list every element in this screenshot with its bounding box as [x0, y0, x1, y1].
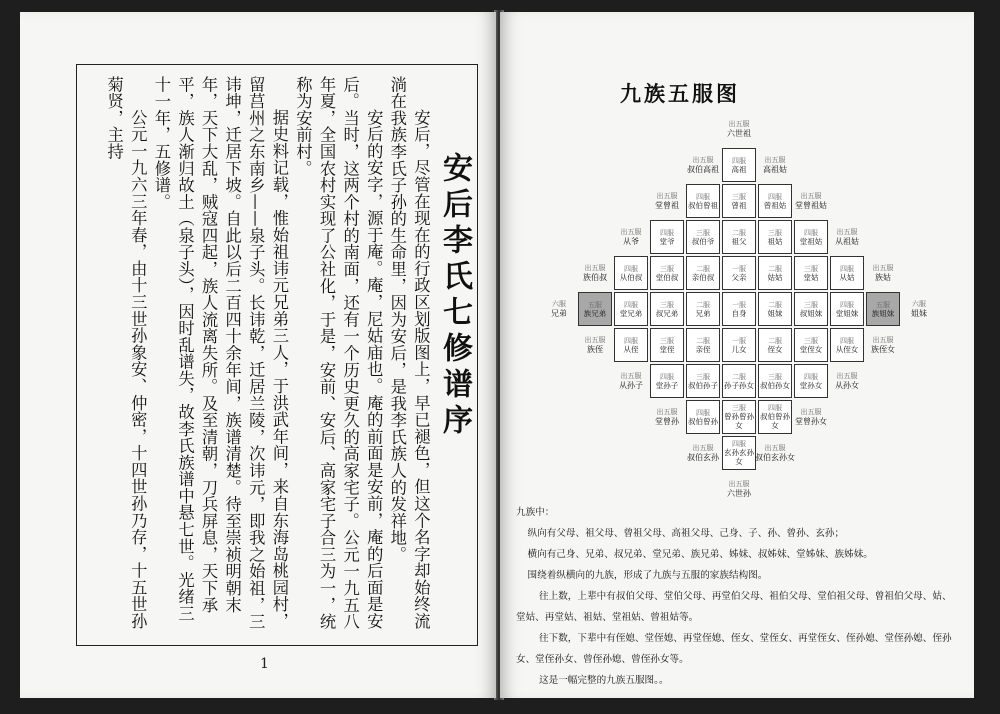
relation-name: 堂姐妹: [835, 308, 859, 318]
relation-name: 族伯叔: [583, 273, 607, 282]
relation-name: 叔伯孙子: [688, 380, 718, 390]
relation-name: 堂侄女: [799, 344, 823, 354]
mourning-grade: 二服: [696, 264, 710, 273]
mourning-grade: 三服: [732, 192, 746, 201]
kinship-outer-label: [711, 479, 767, 499]
relation-name: 自身: [731, 308, 747, 318]
relation-name: 堂孙子: [655, 380, 679, 390]
mourning-grade: 出五服: [584, 336, 606, 344]
mourning-grade: 四服: [840, 336, 854, 345]
kinship-cell: [758, 220, 792, 254]
relation-name: 族兄弟: [583, 308, 607, 318]
mourning-grade: 三服: [660, 300, 674, 309]
diagram-legend: [516, 502, 956, 691]
relation-name: 堂伯叔: [655, 272, 679, 282]
kinship-cell: [722, 184, 756, 218]
relation-name: 父亲: [731, 272, 747, 282]
mourning-grade: 一服: [732, 264, 746, 273]
mourning-grade: 三服: [696, 372, 710, 381]
mourning-grade: 四服: [696, 408, 710, 417]
mourning-grade: 四服: [840, 264, 854, 273]
relation-name: 叔姐妹: [799, 308, 823, 318]
mourning-grade: 六服: [552, 300, 566, 308]
mourning-grade: 出五服: [620, 372, 642, 380]
mourning-grade: 出五服: [800, 192, 822, 200]
mourning-grade: 出五服: [656, 408, 678, 416]
relation-name: 姑姑: [767, 272, 783, 282]
mourning-grade: 三服: [768, 228, 782, 237]
mourning-grade: 一服: [732, 336, 746, 345]
relation-name: 叔伯爷: [691, 236, 715, 246]
mourning-grade: 出五服: [836, 228, 858, 236]
relation-name: 曾孙曾孙女: [724, 412, 754, 430]
mourning-grade: 二服: [696, 336, 710, 345]
mourning-grade: 四服: [804, 372, 818, 381]
kinship-outer-label: [819, 227, 875, 247]
relation-name: 高祖: [731, 164, 747, 174]
relation-name: 叔伯曾孙: [688, 416, 718, 426]
kinship-outer-label: [747, 443, 803, 463]
mourning-grade: 四服: [696, 192, 710, 201]
relation-name: 侄女: [767, 344, 783, 354]
kinship-cell: [794, 328, 828, 362]
relation-name: 从爷: [623, 237, 639, 246]
kinship-cell: [614, 328, 648, 362]
kinship-cell: [722, 220, 756, 254]
mourning-grade: 出五服: [872, 264, 894, 272]
mourning-grade: 四服: [732, 440, 746, 448]
mourning-grade: 四服: [840, 300, 854, 309]
kinship-outer-label: [783, 407, 839, 427]
mourning-grade: 六服: [912, 300, 926, 308]
relation-name: 六世祖: [727, 129, 751, 138]
essay-paragraph: 公元一九六三年春，由十三世孙象安、仲密，十四世孙乃存，十五世孙菊贤，主持: [104, 76, 148, 630]
mourning-grade: 二服: [732, 228, 746, 237]
legend-line: 这是一幅完整的九族五服图。。: [539, 675, 669, 686]
kinship-cell: [650, 292, 684, 326]
mourning-grade: 五服: [876, 300, 890, 309]
relation-name: 曾祖姑: [763, 200, 787, 210]
mourning-grade: 出五服: [836, 372, 858, 380]
kinship-cell: [686, 364, 720, 398]
kinship-cell: [686, 328, 720, 362]
relation-name: 从侄女: [835, 344, 859, 354]
kinship-cell: [758, 256, 792, 290]
kinship-cell: [686, 184, 720, 218]
legend-line: 横向有己身、兄弟、叔兄弟、堂兄弟、族兄弟、姊妹、叔姊妹、堂姊妹、族姊妹。: [527, 549, 873, 560]
kinship-cell: [614, 256, 648, 290]
kinship-cell: [794, 256, 828, 290]
mourning-grade: 四服: [624, 300, 638, 309]
right-page: [500, 12, 974, 698]
relation-name: 高祖姑: [763, 165, 787, 174]
kinship-cell: [578, 292, 612, 326]
relation-name: 堂曾祖: [655, 201, 679, 210]
kinship-cell: [686, 292, 720, 326]
mourning-grade: 二服: [732, 372, 746, 381]
mourning-grade: 三服: [732, 404, 746, 412]
relation-name: 堂祖姑: [799, 236, 823, 246]
kinship-cell: [722, 328, 756, 362]
relation-name: 六世孙: [727, 489, 751, 498]
mourning-grade: 二服: [696, 300, 710, 309]
legend-heading: 九族中：: [516, 507, 555, 518]
page-number: 1: [260, 656, 269, 672]
mourning-grade: 出五服: [692, 156, 714, 164]
legend-line: 纵向有父母、祖父母、曾祖父母、高祖父母、己身、子、孙、曾孙、玄孙；: [527, 528, 845, 539]
relation-name: 儿女: [731, 344, 747, 354]
relation-name: 堂曾孙: [655, 417, 679, 426]
mourning-grade: 三服: [660, 336, 674, 345]
relation-name: 兄弟: [695, 308, 711, 318]
mourning-grade: 三服: [804, 336, 818, 345]
relation-name: 堂侄: [659, 344, 675, 354]
mourning-grade: 出五服: [800, 408, 822, 416]
mourning-grade: 四服: [732, 156, 746, 165]
kinship-cell: [722, 400, 756, 434]
relation-name: 姐妹: [767, 308, 783, 318]
kinship-cell: [686, 220, 720, 254]
left-page: [20, 12, 496, 698]
mourning-grade: 出五服: [656, 192, 678, 200]
kinship-outer-label: [783, 191, 839, 211]
mourning-grade: 出五服: [872, 336, 894, 344]
kinship-cell: [722, 256, 756, 290]
essay-title: 安后李氏七修谱序: [437, 152, 472, 440]
kinship-outer-label: [855, 335, 911, 355]
legend-line: 往上数，上辈中有叔伯父母、堂伯父母、再堂伯父母、祖伯父母、堂伯祖父母、曾祖伯父母、姑、堂姑、再堂姑、祖姑、堂祖姑、曾祖姑等。: [516, 591, 952, 623]
relation-name: 从伯叔: [619, 272, 643, 282]
kinship-outer-label: [855, 263, 911, 283]
relation-name: 亲伯叔: [691, 272, 715, 282]
relation-name: 从姑: [839, 272, 855, 282]
kinship-cell: [650, 328, 684, 362]
kinship-cell: [650, 364, 684, 398]
mourning-grade: 四服: [624, 264, 638, 273]
kinship-cell: [830, 292, 864, 326]
mourning-grade: 出五服: [692, 444, 714, 452]
kinship-cell: [650, 220, 684, 254]
kinship-cell: [614, 292, 648, 326]
relation-name: 从祖姑: [835, 237, 859, 246]
relation-name: 从侄: [623, 344, 639, 354]
mourning-grade: 四服: [804, 228, 818, 237]
mourning-grade: 出五服: [728, 120, 750, 128]
mourning-grade: 四服: [660, 372, 674, 381]
mourning-grade: 三服: [804, 300, 818, 309]
relation-name: 叔伯孙女: [760, 380, 790, 390]
relation-name: 堂孙女: [799, 380, 823, 390]
kinship-outer-label: [747, 155, 803, 175]
relation-name: 姐妹: [911, 309, 927, 318]
relation-name: 祖父: [731, 236, 747, 246]
kinship-outer-label: [819, 371, 875, 391]
mourning-grade: 四服: [660, 228, 674, 237]
relation-name: 堂爷: [659, 236, 675, 246]
essay-paragraph: 安后，尽管在现在的行政区划版图上，早已褪色，但这个名字却始终流淌在我族李氏子孙的生命里，因为安后，是我李氏族人的发祥地。: [387, 76, 431, 630]
relation-name: 曾祖: [731, 200, 747, 210]
mourning-grade: 二服: [768, 264, 782, 273]
relation-name: 堂姑: [803, 272, 819, 282]
mourning-grade: 三服: [768, 372, 782, 381]
relation-name: 堂曾孙女: [795, 417, 827, 426]
legend-line: 围绕着纵横向的九族，形成了九族与五服的家族结构图。: [527, 570, 768, 581]
relation-name: 兄弟: [551, 309, 567, 318]
mourning-grade: 四服: [768, 404, 782, 412]
relation-name: 族姐妹: [871, 308, 895, 318]
mourning-grade: 四服: [768, 192, 782, 201]
legend-line: 往下数，下辈中有侄媳、堂侄媳、再堂侄媳、侄女、堂侄女、再堂侄女、侄孙媳、堂侄孙媳、侄孙女、堂侄孙女、曾侄孙媳、曾侄孙女等。: [516, 633, 952, 665]
essay-body: [80, 76, 472, 636]
mourning-grade: 出五服: [764, 156, 786, 164]
kinship-cell: [758, 364, 792, 398]
mourning-grade: 出五服: [764, 444, 786, 452]
essay-paragraph: 安后的安字，源于庵。庵，尼姑庙也。庵的前面是安前，庵的后面是安后。当时，这两个村的南面，还有一个历史更久的高家宅子。公元一九五八年夏，全国农村实现了公社化，于是，安前、安后、高家宅子合三为一，统称为安前村。: [293, 76, 384, 631]
kinship-cell: [758, 328, 792, 362]
mourning-grade: 一服: [732, 300, 746, 309]
mourning-grade: 出五服: [728, 480, 750, 488]
relation-name: 叔伯玄孙女: [755, 453, 795, 462]
mourning-grade: 四服: [624, 336, 638, 345]
mourning-grade: 三服: [660, 264, 674, 273]
relation-name: 祖姑: [767, 236, 783, 246]
kinship-outer-label: [891, 299, 947, 319]
relation-name: 堂曾祖姑: [795, 201, 827, 210]
mourning-grade: 二服: [768, 300, 782, 309]
relation-name: 从孙子: [619, 381, 643, 390]
mourning-grade: 二服: [768, 336, 782, 345]
mourning-grade: 五服: [588, 300, 602, 309]
essay-paragraph: 据史料记载，惟始祖讳元兄弟三人，于洪武年间，来自东海岛桃园村，留莒州之东南乡——泉子头。长讳乾，迁居兰陵，次讳元，即我之始祖，三讳坤，迁居下坡。自此以后二百四十余年间，族谱清楚。待至崇祯明朝末年，天下大乱，贼寇四起，族人流离失所。及至清朝，刀兵屏息，天下承平，族人渐归故土（泉子头），因时乱谱失，故李氏族谱中悬七世。光绪三十一年，五修谱。: [151, 76, 289, 631]
relation-name: 叔伯曾祖: [688, 200, 718, 210]
relation-name: 族侄: [587, 345, 603, 354]
mourning-grade: 出五服: [620, 228, 642, 236]
mourning-grade: 三服: [804, 264, 818, 273]
kinship-cell: [794, 292, 828, 326]
kinship-outer-label: [711, 119, 767, 139]
relation-name: 族姑: [875, 273, 891, 282]
mourning-grade: 三服: [696, 228, 710, 237]
relation-name: 从孙女: [835, 381, 859, 390]
relation-name: 叔伯曾孙女: [760, 412, 790, 430]
relation-name: 叔兄弟: [655, 308, 679, 318]
mourning-grade: 出五服: [584, 264, 606, 272]
kinship-cell: [686, 256, 720, 290]
relation-name: 族侄女: [871, 345, 895, 354]
relation-name: 叔伯高祖: [687, 165, 719, 174]
relation-name: 堂兄弟: [619, 308, 643, 318]
kinship-cell: [722, 292, 756, 326]
relation-name: 玄孙玄孙女: [724, 448, 754, 466]
relation-name: 叔伯玄孙: [687, 453, 719, 462]
kinship-cell: [722, 364, 756, 398]
kinship-cell: [650, 256, 684, 290]
kinship-cell: [758, 292, 792, 326]
relation-name: 亲侄: [695, 344, 711, 354]
kinship-cell: [686, 400, 720, 434]
diagram-title: 九族五服图: [620, 82, 740, 106]
relation-name: 孙子孙女: [724, 380, 754, 390]
